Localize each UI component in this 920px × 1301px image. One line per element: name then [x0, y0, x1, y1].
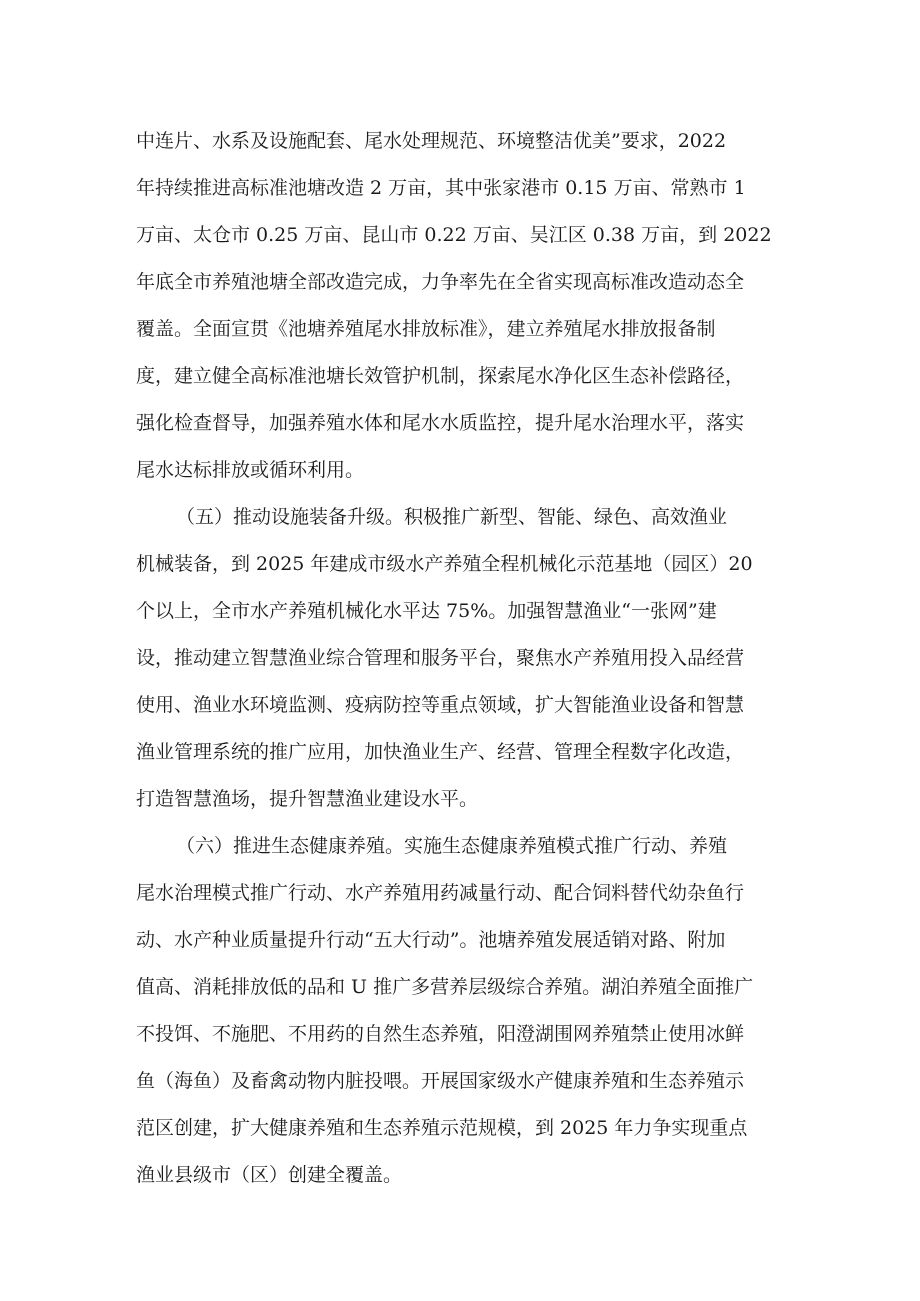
paragraph-line: 渔业管理系统的推广应用，加快渔业生产、经营、管理全程数字化改造，: [136, 741, 745, 763]
section-heading-line: （六）推进生态健康养殖。实施生态健康养殖模式推广行动、养殖: [176, 835, 728, 857]
paragraph-line: 值高、消耗排放低的品和 U 推广多营养层级综合养殖。湖泊养殖全面推广: [136, 976, 754, 998]
paragraph-line: 设，推动建立智慧渔业综合管理和服务平台，聚焦水产养殖用投入品经营: [136, 647, 745, 669]
paragraph-line: 鱼（海鱼）及畜禽动物内脏投喂。开展国家级水产健康养殖和生态养殖示: [136, 1070, 745, 1092]
paragraph-line: 范区创建，扩大健康养殖和生态养殖示范规模，到 2025 年力争实现重点: [136, 1117, 748, 1139]
paragraph-line: 渔业县级市（区）创建全覆盖。: [136, 1164, 403, 1186]
paragraph-line: 动、水产种业质量提升行动“五大行动”。池塘养殖发展适销对路、附加: [136, 929, 726, 951]
paragraph-line: 打造智慧渔场，提升智慧渔业建设水平。: [136, 788, 479, 810]
paragraph-line: 机械装备，到 2025 年建成市级水产养殖全程机械化示范基地（园区）20: [136, 553, 753, 575]
paragraph-line: 度，建立健全高标准池塘长效管护机制，探索尾水净化区生态补偿路径，: [136, 365, 745, 387]
paragraph-line: 年底全市养殖池塘全部改造完成，力争率先在全省实现高标准改造动态全: [136, 271, 745, 293]
paragraph-line: 覆盖。全面宣贯《池塘养殖尾水排放标准》，建立养殖尾水排放报备制: [136, 318, 716, 340]
section-heading-line: （五）推动设施装备升级。积极推广新型、智能、绿色、高效渔业: [176, 506, 728, 528]
paragraph-line: 万亩、太仓市 0.25 万亩、昆山市 0.22 万亩、吴江区 0.38 万亩，到 2022: [136, 224, 772, 246]
paragraph-line: 强化检查督导，加强养殖水体和尾水水质监控，提升尾水治理水平，落实: [136, 412, 745, 434]
paragraph-line: 尾水治理模式推广行动、水产养殖用药减量行动、配合饲料替代幼杂鱼行: [136, 882, 745, 904]
paragraph-line: 年持续推进高标准池塘改造 2 万亩，其中张家港市 0.15 万亩、常熟市 1: [136, 177, 746, 199]
paragraph-line: 不投饵、不施肥、不用药的自然生态养殖，阳澄湖围网养殖禁止使用冰鲜: [136, 1023, 745, 1045]
paragraph-line: 尾水达标排放或循环利用。: [136, 459, 365, 481]
paragraph-line: 个以上，全市水产养殖机械化水平达 75%。加强智慧渔业“一张网”建: [136, 600, 717, 622]
paragraph-line: 使用、渔业水环境监测、疫病防控等重点领域，扩大智能渔业设备和智慧: [136, 694, 745, 716]
paragraph-line: 中连片、水系及设施配套、尾水处理规范、环境整洁优美”要求，2022: [136, 130, 727, 152]
